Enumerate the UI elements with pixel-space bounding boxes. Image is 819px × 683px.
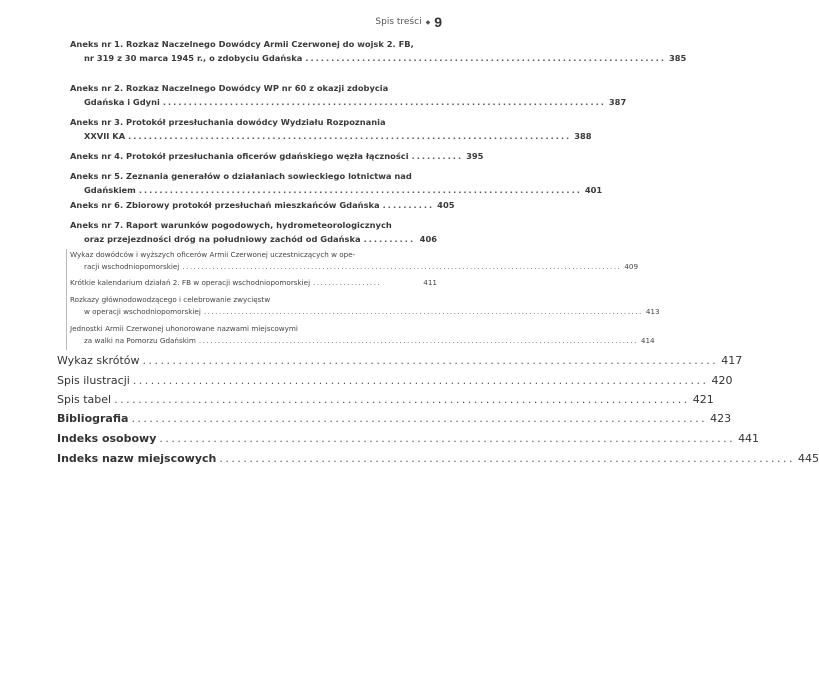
entry-page: 445 [798, 452, 819, 465]
entry-title-cont: w operacji wschodniopomorskiej [84, 307, 201, 316]
entry-title: Aneks nr 6. Zbiorowy protokół przesłuchań mieszkańców Gdańska [70, 200, 380, 210]
entry-title-cont: racji wschodniopomorskiej [84, 262, 180, 271]
subentry-rule [66, 249, 67, 350]
dot-leader: ................................................................................................ [114, 393, 690, 406]
entry-title: Indeks nazw miejscowych [57, 452, 217, 465]
entry-title-cont: nr 319 z 30 marca 1945 r., o zdobyciu Gdańska [84, 52, 303, 63]
entry-title-cont: Gdańskiem [84, 184, 136, 195]
entry-title-cont: za walki na Pomorzu Gdańskim [84, 336, 196, 345]
dot-leader: .................. [313, 278, 382, 287]
toc-subentry-3[interactable] [70, 294, 660, 318]
running-head-title: Spis treści [375, 17, 422, 27]
toc-entry-person-index[interactable] [57, 430, 760, 447]
entry-page: 401 [584, 184, 603, 195]
page-number: 9 [434, 14, 442, 30]
entry-title: Jednostki Armii Czerwonej uhonorowane nazwami miejscowymi [70, 324, 298, 333]
entry-page: 441 [738, 432, 760, 445]
dot-leader: ...................................................................... [305, 52, 666, 63]
toc-subentry-1[interactable] [70, 249, 639, 273]
dot-leader: .................................................................................................................... [182, 262, 622, 271]
toc-entry-annex-2[interactable] [70, 82, 627, 109]
entry-page: 413 [645, 307, 660, 316]
entry-title: Bibliografia [57, 412, 129, 425]
entry-title: Spis tabel [57, 393, 112, 406]
dot-leader: ...................................................................................... [138, 184, 582, 195]
dot-leader: ...................................................................................... [128, 130, 572, 141]
dot-leader: ................................................................................................ [142, 354, 719, 367]
entry-title: Aneks nr 3. Protokół przesłuchania dowódcy Wydziału Rozpoznania [70, 117, 386, 127]
dot-leader: ...................................................................................... [162, 96, 606, 107]
entry-title: Aneks nr 1. Rozkaz Naczelnego Dowódcy Armii Czerwonej do wojsk 2. FB, [70, 39, 414, 49]
toc-entry-illustrations[interactable] [57, 372, 733, 389]
entry-title: Aneks nr 2. Rozkaz Naczelnego Dowódcy WP nr 60 z okazji zdobycia [70, 83, 389, 93]
toc-entry-bibliography[interactable] [57, 410, 732, 427]
entry-page: 406 [419, 233, 437, 244]
dot-leader: ................................................................................................ [131, 412, 708, 425]
entry-page: 409 [624, 262, 639, 271]
toc-entry-annex-6[interactable] [70, 199, 455, 213]
dot-leader: ................................................................................................ [132, 374, 709, 387]
toc-subentry-2[interactable] [70, 277, 437, 289]
entry-title: Indeks osobowy [57, 432, 157, 445]
entry-title: Rozkazy głównodowodzącego i celebrowanie zwycięstw [70, 295, 271, 304]
entry-page: 385 [668, 52, 687, 63]
entry-title: Aneks nr 5. Zeznania generałów o działaniach sowieckiego lotnictwa nad [70, 171, 412, 181]
entry-page: 417 [721, 354, 743, 367]
entry-page: 388 [574, 130, 592, 141]
entry-title: Aneks nr 7. Raport warunków pogodowych, hydrometeorologicznych [70, 220, 392, 230]
dot-leader: .................................................................................................................... [198, 336, 638, 345]
toc-entry-abbreviations[interactable] [57, 352, 743, 369]
entry-page: 421 [692, 393, 714, 406]
entry-title: Spis ilustracji [57, 374, 130, 387]
entry-title: Wykaz skrótów [57, 354, 140, 367]
running-head [375, 14, 442, 30]
toc-entry-tables[interactable] [57, 391, 714, 408]
dot-leader: .................................................................................................................... [203, 307, 643, 316]
entry-page: 414 [640, 336, 655, 345]
dot-leader: .......... [382, 200, 435, 210]
entry-title-cont: XXVII KA [84, 130, 126, 141]
entry-page: 387 [608, 96, 627, 107]
dot-leader: .......... [411, 151, 464, 161]
diamond-icon: ◆ [425, 18, 431, 26]
toc-entry-annex-5[interactable] [70, 170, 603, 197]
toc-entry-place-index[interactable] [57, 450, 819, 467]
toc-entry-annex-3[interactable] [70, 116, 592, 143]
toc-entry-annex-1[interactable] [70, 38, 687, 65]
entry-title: Krótkie kalendarium działań 2. FB w operacji wschodniopomorskiej [70, 278, 311, 287]
dot-leader: ................................................................................................ [159, 432, 736, 445]
entry-page: 423 [710, 412, 732, 425]
entry-title-cont: Gdańska i Gdyni [84, 96, 160, 107]
dot-leader: ................................................................................................ [219, 452, 796, 465]
dot-leader: .......... [363, 233, 416, 244]
entry-page: 420 [711, 374, 733, 387]
entry-title: Aneks nr 4. Protokół przesłuchania oficerów gdańskiego węzła łączności [70, 151, 409, 161]
entry-page: 411 [423, 278, 437, 287]
entry-page: 405 [437, 200, 455, 210]
toc-entry-annex-4[interactable] [70, 150, 484, 164]
entry-title: Wykaz dowódców i wyższych oficerów Armii Czerwonej uczestniczących w ope- [70, 250, 356, 259]
toc-subentry-4[interactable] [70, 323, 655, 347]
entry-page: 395 [466, 151, 484, 161]
entry-title-cont: oraz przejezdności dróg na południowy zachód od Gdańska [84, 233, 361, 244]
toc-entry-annex-7[interactable] [70, 219, 437, 246]
